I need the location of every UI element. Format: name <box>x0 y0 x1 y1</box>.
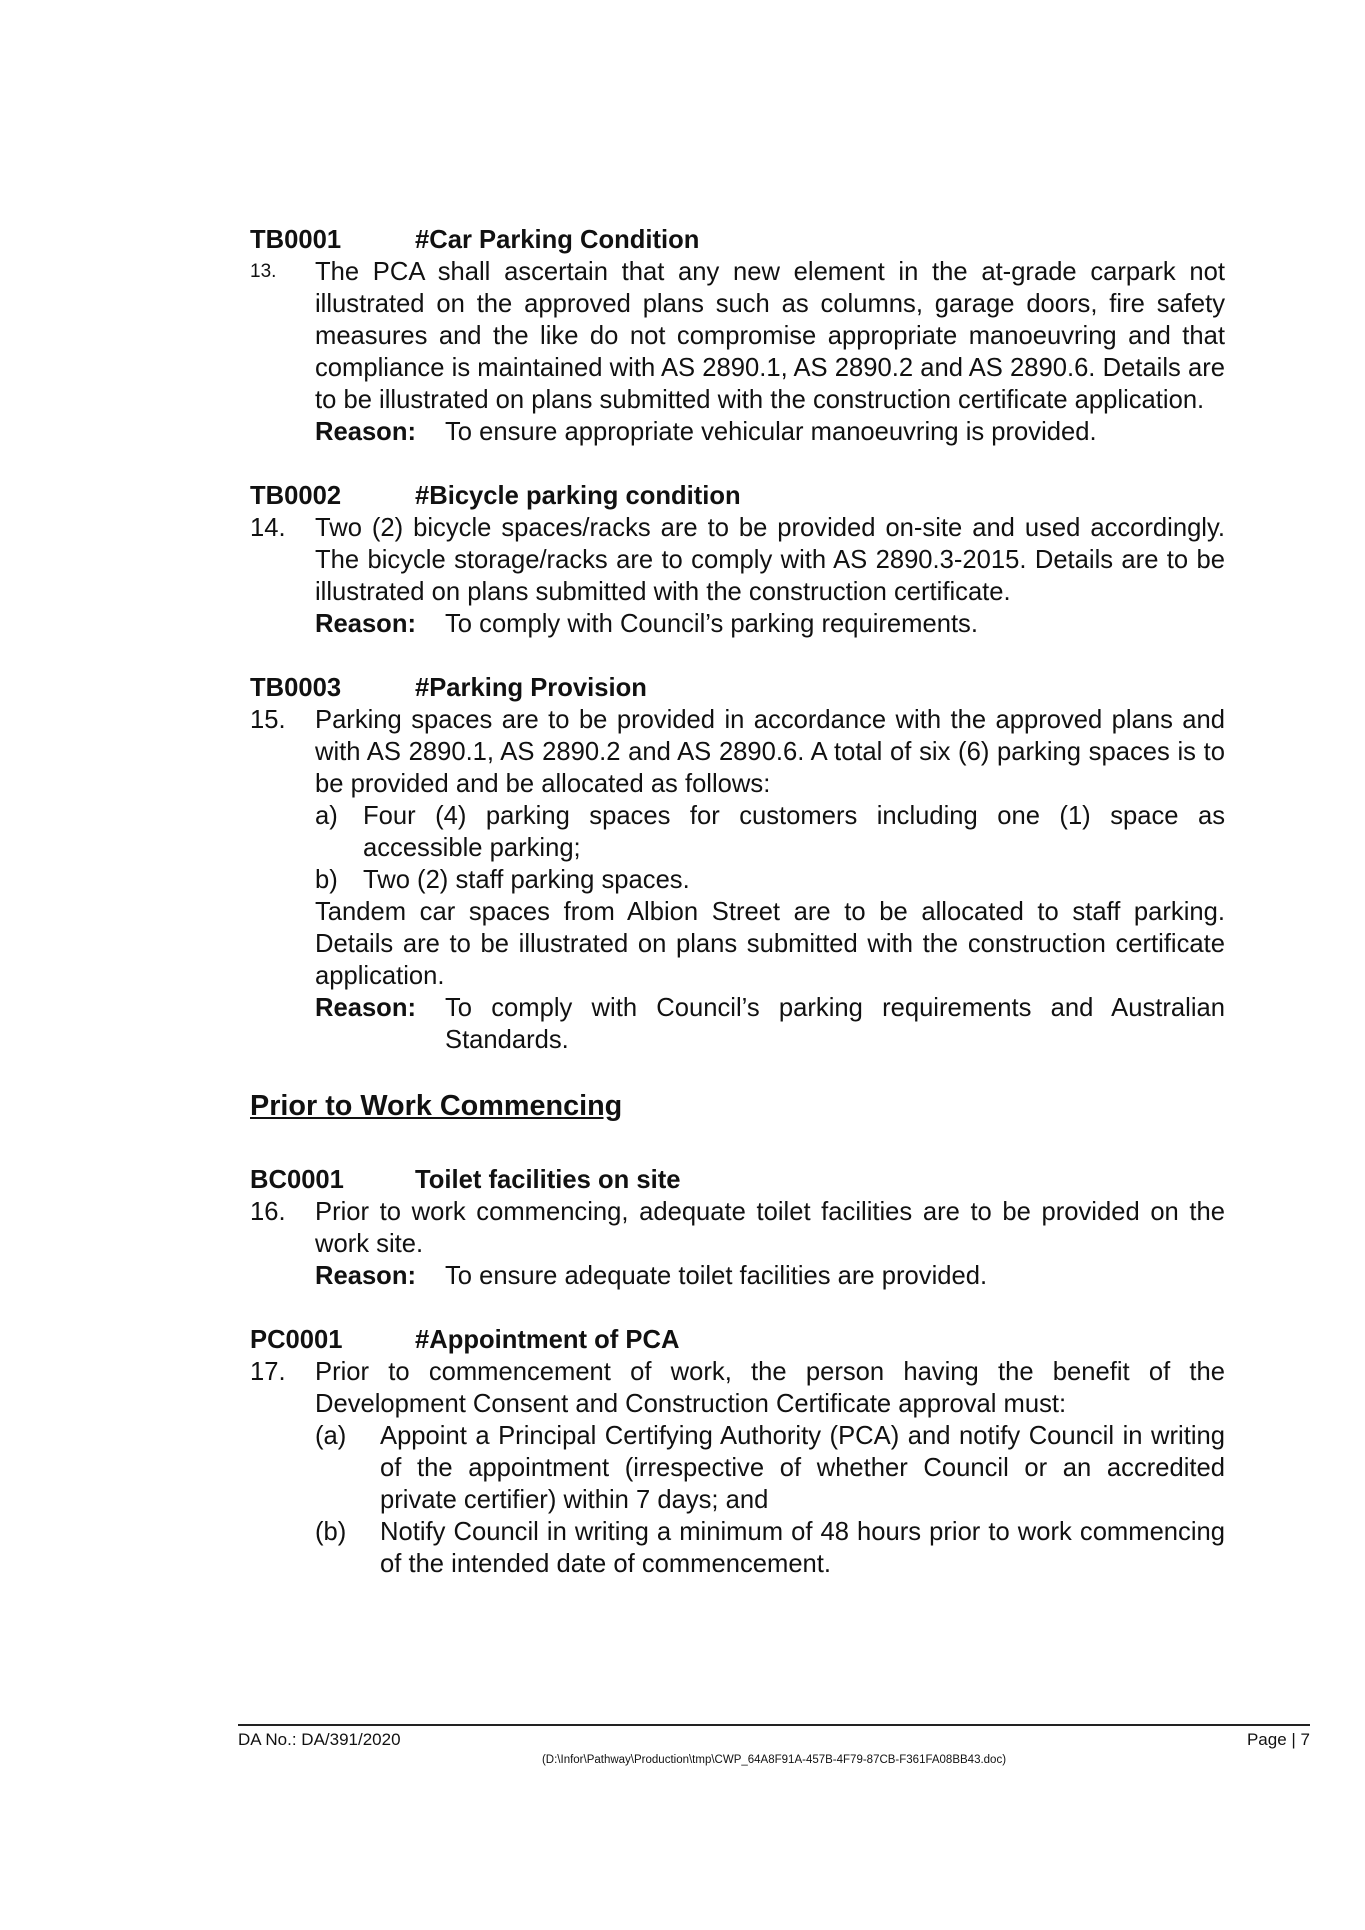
reason-label: Reason: <box>315 418 416 446</box>
subitem-text: Appoint a Principal Certifying Authority (PCA) and notify Council in writing of the appointment (irrespective of whether Council or an accredited private certifier) within 7 days; and <box>380 1422 1225 1514</box>
subitem-mark: (b) <box>315 1518 347 1546</box>
subitem-mark: a) <box>315 802 338 830</box>
condition-text: Two (2) bicycle spaces/racks are to be provided on-site and used accordingly. The bicycle storage/racks are to comply with AS 2890.3-2015. Details are to be illustrated on plans submitted with the construction certificate. <box>315 514 1225 606</box>
condition-subitem <box>315 864 1225 896</box>
condition-item <box>250 704 1225 1056</box>
reason-text: To ensure adequate toilet facilities are provided. <box>445 1262 988 1290</box>
condition-title: #Car Parking Condition <box>415 226 700 254</box>
condition-code: BC0001 <box>250 1166 344 1194</box>
condition-heading <box>250 1164 1225 1196</box>
subitem-text: Notify Council in writing a minimum of 48 hours prior to work commencing of the intended date of commencement. <box>380 1518 1225 1578</box>
reason-label: Reason: <box>315 994 416 1022</box>
condition-heading <box>250 672 1225 704</box>
reason-text: To ensure appropriate vehicular manoeuvring is provided. <box>445 418 1097 446</box>
subitem-text: Four (4) parking spaces for customers including one (1) space as accessible parking; <box>363 802 1225 862</box>
condition-code: TB0002 <box>250 482 342 510</box>
condition-pc0001 <box>250 1324 1225 1580</box>
section-title: Prior to Work Commencing <box>250 1090 623 1122</box>
condition-text: The PCA shall ascertain that any new element in the at-grade carpark not illustrated on the approved plans such as columns, garage doors, fire safety measures and the like do not compromise appropriate manoeuvring and that compliance is maintained with AS 2890.1, AS 2890.2 and AS 2890.6. Details are to be illustrated on plans submitted with the construction certificate application. <box>315 258 1225 414</box>
condition-bc0001 <box>250 1164 1225 1292</box>
subitem-mark: (a) <box>315 1422 347 1450</box>
condition-title: Toilet facilities on site <box>415 1166 681 1194</box>
condition-reason <box>315 416 1225 448</box>
condition-text: Prior to work commencing, adequate toilet facilities are to be provided on the work site. <box>315 1198 1225 1258</box>
document-content <box>250 224 1225 1612</box>
condition-text-continued: Tandem car spaces from Albion Street are to be allocated to staff parking. Details are to be illustrated on plans submitted with the construction certificate application. <box>315 898 1225 990</box>
condition-item <box>250 1356 1225 1580</box>
condition-tb0001 <box>250 224 1225 448</box>
condition-heading <box>250 224 1225 256</box>
condition-number: 13. <box>250 261 277 282</box>
condition-subitem <box>315 1420 1225 1516</box>
condition-tb0003 <box>250 672 1225 1056</box>
condition-code: TB0003 <box>250 674 342 702</box>
condition-code: TB0001 <box>250 226 342 254</box>
condition-subitem <box>315 1516 1225 1580</box>
condition-text: Parking spaces are to be provided in accordance with the approved plans and with AS 2890.1, AS 2890.2 and AS 2890.6. A total of six (6) parking spaces is to be provided and be allocated as follows: <box>315 706 1225 798</box>
footer-file-path: (D:\Infor\Pathway\Production\tmp\CWP_64A8F91A-457B-4F79-87CB-F361FA08BB43.doc) <box>541 1754 1007 1766</box>
condition-item <box>250 1196 1225 1292</box>
condition-number: 14. <box>250 514 286 542</box>
footer-da-number: DA No.: DA/391/2020 <box>238 1730 401 1749</box>
condition-title: #Bicycle parking condition <box>415 482 741 510</box>
condition-subitem <box>315 800 1225 864</box>
condition-item <box>250 512 1225 640</box>
footer-page-number: Page | 7 <box>1246 1730 1310 1749</box>
page-footer <box>238 1724 1310 1768</box>
subitem-mark: b) <box>315 866 338 894</box>
reason-text: To comply with Council’s parking requirements. <box>445 610 978 638</box>
condition-text: Prior to commencement of work, the person having the benefit of the Development Consent and Construction Certificate approval must: <box>315 1358 1225 1418</box>
condition-heading <box>250 480 1225 512</box>
reason-label: Reason: <box>315 1262 416 1290</box>
condition-item <box>250 256 1225 448</box>
condition-tb0002 <box>250 480 1225 640</box>
condition-reason <box>315 1260 1225 1292</box>
condition-code: PC0001 <box>250 1326 343 1354</box>
condition-title: #Parking Provision <box>415 674 647 702</box>
condition-reason <box>315 608 1225 640</box>
condition-reason <box>315 992 1225 1056</box>
reason-text: To comply with Council’s parking requirements and Australian Standards. <box>445 994 1225 1054</box>
subitem-text: Two (2) staff parking spaces. <box>363 866 690 894</box>
condition-number: 16. <box>250 1198 286 1226</box>
reason-label: Reason: <box>315 610 416 638</box>
condition-title: #Appointment of PCA <box>415 1326 680 1354</box>
condition-number: 17. <box>250 1358 286 1386</box>
condition-heading <box>250 1324 1225 1356</box>
condition-number: 15. <box>250 706 286 734</box>
